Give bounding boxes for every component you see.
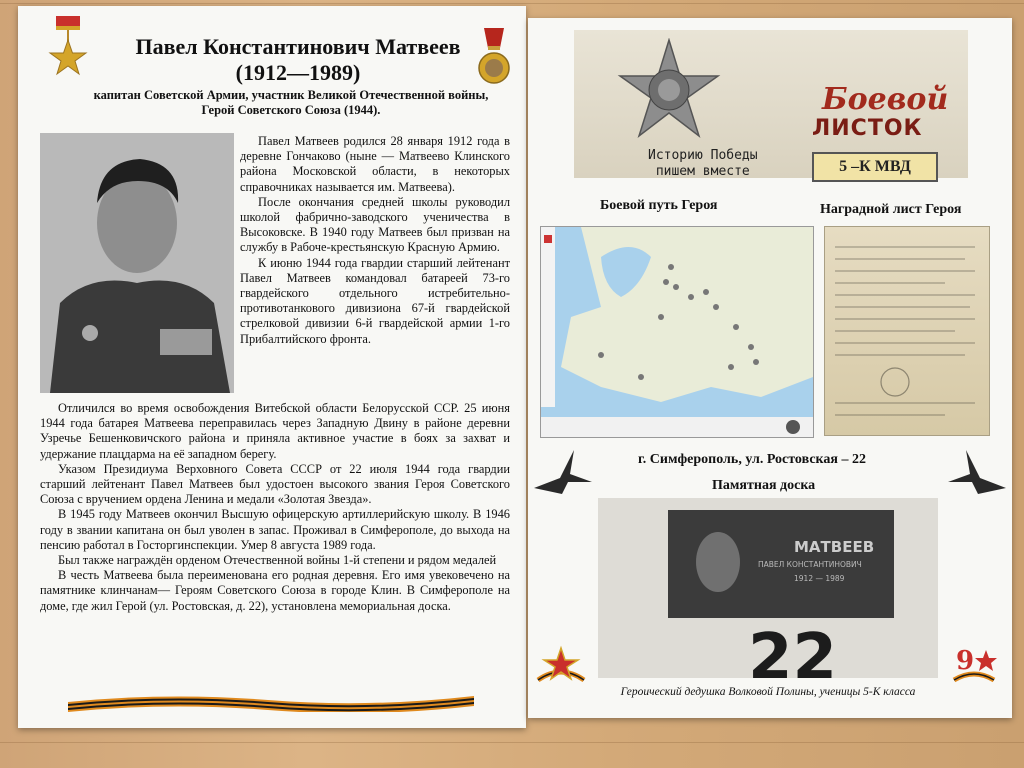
right-page [528, 18, 1012, 718]
banner-slogan [648, 148, 758, 180]
award-document-scan [825, 227, 989, 435]
bio-paragraph: В 1945 году Матвеев окончил Высшую офицерскую артиллерийскую школу. В 1946 году в звании капитана он был уволен в запас. Проживал в Симферополе, до выхода на пенсию работал в Госторгинспекции. Умер 8 августа 1989 года. [40, 507, 510, 552]
bio-paragraph: В честь Матвеева была переименована его родная деревня. Его имя увековечено на памятнике клинчанам— Героям Советского Союза в городе Клин. В Симферополе на доме, где жил Герой (ул. Ростовская, д. 22), установлена мемориальная доска. [40, 568, 510, 613]
title-name: Павел Константинович Матвеев [135, 34, 461, 59]
address-line: г. Симферополь, ул. Ростовская – 22 [638, 452, 866, 467]
bio-column [240, 134, 510, 347]
bio-full-width [40, 401, 510, 614]
plaque-heading: Памятная доска [712, 478, 816, 493]
wood-grain [0, 3, 1024, 4]
map-heading: Боевой путь Героя [600, 198, 718, 213]
banner-slogan-line2: пишем вместе [655, 164, 750, 179]
bio-paragraph: Павел Матвеев родился 28 января 1912 года в деревне Гончаково (ныне — Матвеево Клинского района Московской области, в некоторых справочниках называется им. Матвеева). [240, 134, 510, 194]
map-image [541, 227, 813, 437]
bio-paragraph: Указом Президиума Верховного Совета СССР от 22 июля 1944 года гвардии старший лейтенант Павел Матвеев был удостоен высокого звания Героя Советского Союза с вручением ордена Ленина и медали «Золотая Звезда». [40, 461, 510, 507]
bio-paragraph: Был также награждён орденом Отечественной войны 1-й степени и рядом медалей [58, 553, 497, 568]
order-patriotic-war-icon [614, 38, 724, 142]
banner-slogan-line1: Историю Победы [648, 148, 758, 163]
left-page [18, 6, 526, 728]
bio-paragraph: К июню 1944 года гвардии старший лейтенант Павел Матвеев командовал батареей 73-го гвардейского отдельного истребительно-противотанкового дивизиона 67-й гвардейской стрелковой дивизии 6-й гвардейской армии 1-го Прибалтийского фронта. [240, 255, 510, 346]
bio-paragraph: После окончания средней школы руководил школой фабрично-заводского ученичества в Высоковске. В 1940 году Матвеев был призван на службу в Рабоче-крестьянскую Красную Армию. [240, 194, 510, 255]
banner-title-boevoy: Боевой [822, 82, 949, 117]
plaque-caption: Героический дедушка Волковой Полины, ученицы 5-К класса [620, 686, 916, 698]
crane-bird-icon [946, 444, 1008, 498]
hero-portrait [40, 133, 234, 393]
battle-leaflet-banner [574, 30, 968, 178]
order-of-lenin-icon [476, 26, 512, 88]
house-number: 22 [748, 621, 838, 678]
wood-grain [0, 742, 1024, 743]
victory-order-icon [534, 644, 588, 686]
plaque-years: 1912 — 1989 [794, 574, 845, 583]
banner-title-listok: ЛИСТОК [812, 116, 923, 141]
subtitle-line1: капитан Советской Армии, участник Великой Отечественной войны, [93, 88, 489, 102]
gold-star-medal-icon [48, 14, 88, 80]
may-9-numeral: 9 [956, 646, 975, 676]
memorial-plaque-photo [598, 498, 938, 678]
class-badge: 5 –К МВД [812, 152, 938, 182]
hero-name [108, 34, 488, 86]
award-sheet-image [824, 226, 990, 436]
plaque-name: ПАВЕЛ КОНСТАНТИНОВИЧ [758, 560, 862, 569]
st-george-ribbon-icon [68, 688, 474, 712]
crane-bird-icon [532, 444, 594, 498]
award-heading: Наградной лист Героя [820, 202, 962, 217]
bio-paragraph: Отличился во время освобождения Витебской области Белорусской ССР. 25 июня 1944 года батарея Матвеева переправилась через Западную Двину в районе деревни Узречье Бешенковичского района и приняла активное участие в боях за захват и удержание плацдарма на её западном берегу. [40, 401, 510, 461]
title-years: (1912—1989) [235, 60, 361, 85]
battle-path-map [540, 226, 814, 438]
subtitle-line2: Герой Советского Союза (1944). [201, 103, 381, 117]
plaque-surname: МАТВЕЕВ [794, 538, 875, 556]
hero-subtitle [46, 88, 536, 118]
portrait-silhouette [40, 133, 234, 393]
